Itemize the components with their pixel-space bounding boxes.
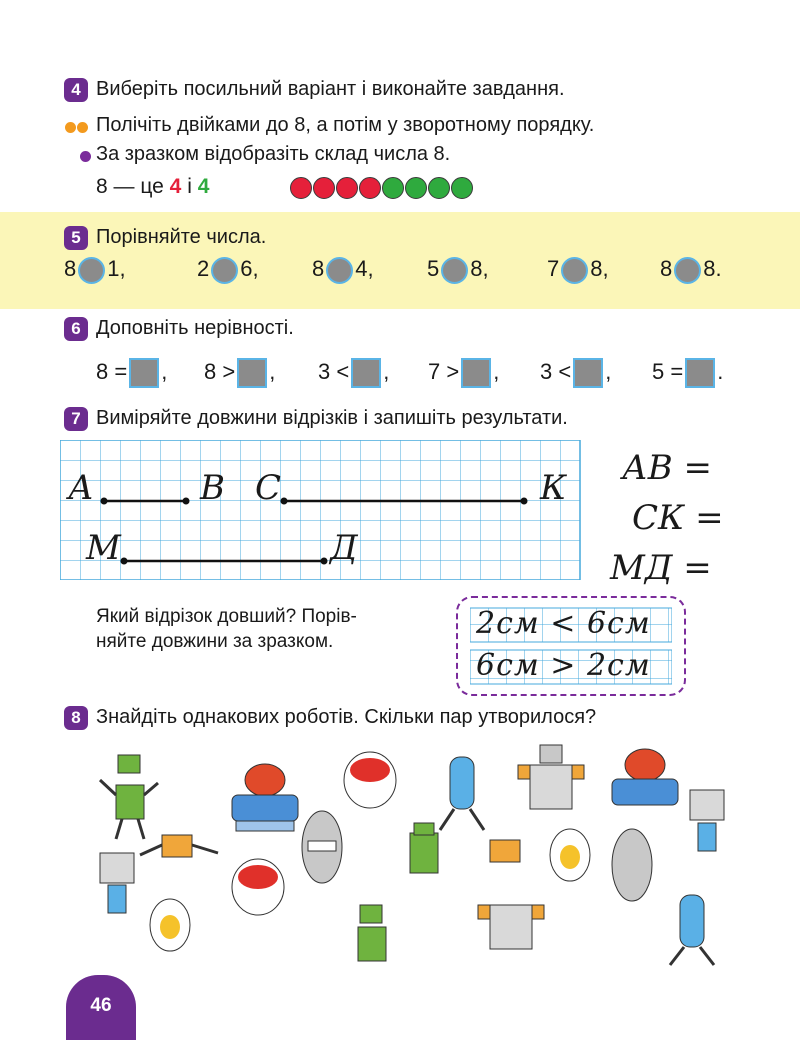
robots-illustration xyxy=(70,735,750,970)
sample-line-1: 2см < 6см xyxy=(476,606,651,641)
point-d-dot xyxy=(321,558,328,565)
right-number: 8, xyxy=(470,256,489,281)
task-4-title: Виберіть посильний варіант і виконайте завдання. xyxy=(96,78,565,100)
inequality-end: , xyxy=(383,358,390,384)
inequality-item xyxy=(96,358,167,388)
comparison-item xyxy=(660,256,722,284)
answer-box[interactable] xyxy=(237,358,267,388)
answer-box[interactable] xyxy=(351,358,381,388)
comparison-sign-slot[interactable] xyxy=(674,257,701,284)
inequality-item xyxy=(204,358,275,388)
label-d: Д xyxy=(330,528,358,568)
robot-yellow-2 xyxy=(490,840,520,862)
point-k-dot xyxy=(521,498,528,505)
robot-blue-round-2 xyxy=(612,749,678,805)
point-m-dot xyxy=(121,558,128,565)
comparison-sign-slot[interactable] xyxy=(211,257,238,284)
composition-and: і xyxy=(187,175,192,198)
left-number: 8 xyxy=(312,256,325,281)
task-4-badge: 4 xyxy=(64,78,88,102)
right-number: 6, xyxy=(240,256,259,281)
robot-gray-box-1 xyxy=(518,745,584,809)
answer-box[interactable] xyxy=(685,358,715,388)
point-a-dot xyxy=(101,498,108,505)
answer-md: МД = xyxy=(610,548,712,588)
comparison-sign-slot[interactable] xyxy=(326,257,353,284)
robot-orange-egg-1 xyxy=(550,829,590,881)
inequality-item xyxy=(540,358,611,388)
inequality-item xyxy=(652,358,723,388)
comparison-item xyxy=(197,256,259,284)
comparison-sign-slot[interactable] xyxy=(441,257,468,284)
inequality-left: 8 = xyxy=(96,358,128,384)
inequality-left: 5 = xyxy=(652,358,684,384)
green-bead xyxy=(451,177,473,199)
comparison-item xyxy=(427,256,489,284)
task-8-badge: 8 xyxy=(64,706,88,730)
inequality-end: , xyxy=(493,358,500,384)
task-8-title: Знайдіть однакових роботів. Скільки пар утворилося? xyxy=(96,706,597,728)
inequality-left: 3 < xyxy=(318,358,350,384)
comparison-item xyxy=(64,256,126,284)
sample-line-2: 6см > 2см xyxy=(476,648,651,683)
right-number: 4, xyxy=(355,256,374,281)
red-bead xyxy=(336,177,358,199)
inequality-end: . xyxy=(717,358,724,384)
right-number: 8. xyxy=(703,256,722,281)
level-two-dots-icon xyxy=(65,120,88,138)
inequality-left: 7 > xyxy=(428,358,460,384)
inequality-end: , xyxy=(269,358,276,384)
composition-prefix: 8 — це xyxy=(96,175,164,198)
answer-ab: АВ = xyxy=(622,448,713,488)
left-number: 7 xyxy=(547,256,560,281)
point-c-dot xyxy=(281,498,288,505)
task-5-badge: 5 xyxy=(64,226,88,250)
level-one-dot-icon xyxy=(80,149,91,167)
answer-box[interactable] xyxy=(129,358,159,388)
composition-part-b: 4 xyxy=(197,175,210,198)
right-number: 8, xyxy=(590,256,609,281)
left-number: 8 xyxy=(660,256,673,281)
task-4-option-a: Полічіть двійками до 8, а потім у зворотному порядку. xyxy=(96,114,595,136)
task-4-option-b: За зразком відобразіть склад числа 8. xyxy=(96,143,451,165)
robot-gray-box-2 xyxy=(478,905,544,949)
robot-blue-cylinder-1 xyxy=(440,757,484,830)
left-number: 2 xyxy=(197,256,210,281)
robot-silver-rocket-1 xyxy=(302,811,342,883)
robot-green-box-2 xyxy=(410,823,438,873)
left-number: 5 xyxy=(427,256,440,281)
inequality-item xyxy=(318,358,389,388)
robot-blue-round-1 xyxy=(232,764,298,831)
task-7-badge: 7 xyxy=(64,407,88,431)
answer-box[interactable] xyxy=(573,358,603,388)
answer-ck: СК = xyxy=(632,498,724,538)
label-b: В xyxy=(200,468,225,508)
red-bead xyxy=(290,177,312,199)
comparison-question xyxy=(96,604,357,654)
bead-row xyxy=(290,177,474,204)
red-bead xyxy=(359,177,381,199)
task-6-title: Доповніть нерівності. xyxy=(96,317,294,339)
label-k: К xyxy=(540,468,567,508)
robot-silver-rocket-2 xyxy=(612,829,652,901)
right-number: 1, xyxy=(107,256,126,281)
inequality-left: 3 < xyxy=(540,358,572,384)
inequality-end: , xyxy=(161,358,168,384)
green-bead xyxy=(405,177,427,199)
inequality-item xyxy=(428,358,499,388)
sample-box xyxy=(456,596,686,696)
robot-red-egg-1 xyxy=(344,752,396,808)
comparison-item xyxy=(312,256,374,284)
robot-blue-cylinder-2 xyxy=(670,895,714,965)
inequality-end: , xyxy=(605,358,612,384)
label-c: С xyxy=(255,468,282,508)
robot-green-box-3 xyxy=(358,905,386,961)
comparison-sign-slot[interactable] xyxy=(561,257,588,284)
label-m: М xyxy=(86,528,121,568)
green-bead xyxy=(382,177,404,199)
answer-box[interactable] xyxy=(461,358,491,388)
composition-part-a: 4 xyxy=(169,175,182,198)
robot-small-gray-1 xyxy=(690,790,724,851)
label-a: А xyxy=(68,468,94,508)
point-b-dot xyxy=(183,498,190,505)
inequality-left: 8 > xyxy=(204,358,236,384)
task-7-title: Виміряйте довжини відрізків і запишіть результати. xyxy=(96,407,568,429)
task-6-badge: 6 xyxy=(64,317,88,341)
robot-green-box-1 xyxy=(100,755,158,839)
composition-sample xyxy=(96,175,209,199)
robot-yellow-1 xyxy=(140,835,218,857)
task-5-title: Порівняйте числа. xyxy=(96,226,267,248)
page-number: 46 xyxy=(90,995,112,1016)
robot-orange-egg-2 xyxy=(150,899,190,951)
question-line-1: Який відрізок довший? Порів- xyxy=(96,606,357,627)
question-line-2: няйте довжини за зразком. xyxy=(96,631,334,652)
comparison-sign-slot[interactable] xyxy=(78,257,105,284)
robot-small-gray-2 xyxy=(100,853,134,913)
robot-red-egg-2 xyxy=(232,859,284,915)
red-bead xyxy=(313,177,335,199)
comparison-item xyxy=(547,256,609,284)
green-bead xyxy=(428,177,450,199)
left-number: 8 xyxy=(64,256,77,281)
